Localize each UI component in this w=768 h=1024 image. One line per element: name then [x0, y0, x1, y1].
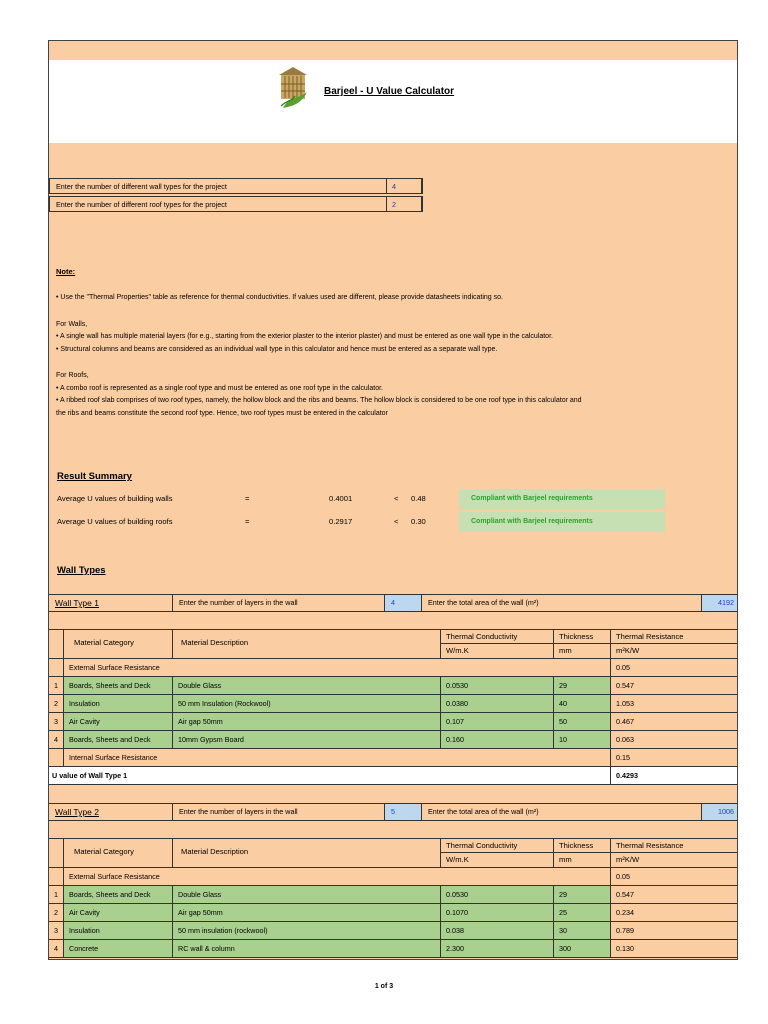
wall-type-name: Wall Type 2 [49, 804, 173, 820]
thermal-conductivity[interactable]: 0.107 [441, 713, 554, 730]
u-value-result: 0.4293 [616, 771, 638, 780]
material-description[interactable]: 50 mm insulation (rockwool) [173, 922, 441, 939]
description-col-header [173, 839, 441, 867]
material-category[interactable]: Insulation [64, 695, 173, 712]
material-category[interactable]: Concrete [64, 940, 173, 957]
thermal-conductivity[interactable]: 0.160 [441, 731, 554, 748]
layer-table-header [49, 629, 737, 659]
resistance-unit: m²K/W [616, 855, 640, 864]
external-resistance-value: 0.05 [616, 663, 630, 672]
material-description[interactable]: 10mm Gypsm Board [173, 731, 441, 748]
table-row [49, 677, 737, 695]
thermal-conductivity[interactable]: 0.038 [441, 922, 554, 939]
resistance-col-label: Thermal Resistance [611, 630, 738, 644]
row-index: 3 [49, 713, 64, 730]
layers-input[interactable]: 4 [385, 595, 422, 611]
row-index: 2 [49, 695, 64, 712]
index-col-header [49, 630, 64, 658]
note-line: For Roofs, [56, 372, 89, 379]
layers-input[interactable]: 5 [385, 804, 422, 820]
wall-type-header [49, 803, 737, 821]
resistance-col-label: Thermal Resistance [611, 839, 738, 853]
material-description[interactable]: Air gap 50mm [173, 713, 441, 730]
note-line: • A single wall has multiple material layers (for e.g., starting from the exterior plaster to the interior plaster) and must be entered as one wall type in the calculator. [56, 333, 553, 340]
thickness[interactable]: 30 [554, 922, 611, 939]
compliance-badge: Compliant with Barjeel requirements [459, 489, 665, 509]
resistance-col-header [611, 839, 738, 867]
table-row [49, 713, 737, 731]
area-label: Enter the total area of the wall (m²) [422, 804, 702, 820]
note-line: • Structural columns and beams are considered as an individual wall type in this calculator and hence must be entered as a separate wall type. [56, 346, 498, 353]
wall-types-count-input[interactable]: 4 [386, 178, 423, 194]
material-category[interactable]: Boards, Sheets and Deck [64, 731, 173, 748]
wall-type-name: Wall Type 1 [49, 595, 173, 611]
thickness[interactable]: 25 [554, 904, 611, 921]
wall-types-title: Wall Types [57, 565, 106, 576]
thickness-col-header [554, 839, 611, 867]
thermal-resistance: 0.234 [616, 908, 634, 917]
u-value-label: U value of Wall Type 1 [49, 767, 611, 784]
page-number: 1 of 3 [374, 983, 394, 990]
note-title: Note: [56, 267, 76, 276]
result-summary-title: Result Summary [57, 471, 132, 482]
external-resistance-value: 0.05 [616, 872, 630, 881]
thickness-col-label: Thickness [554, 839, 610, 853]
conductivity-col-label: Thermal Conductivity [441, 839, 553, 853]
internal-resistance-label: Internal Surface Resistance [64, 749, 611, 766]
resistance-col-header [611, 630, 738, 658]
thermal-conductivity[interactable]: 0.0380 [441, 695, 554, 712]
material-description[interactable]: 50 mm Insulation (Rockwool) [173, 695, 441, 712]
category-col-label: Material Category [74, 847, 134, 856]
index-col-header [49, 839, 64, 867]
barjeel-logo-icon [277, 66, 309, 110]
conductivity-col-header [441, 839, 554, 867]
row-index: 3 [49, 922, 64, 939]
thickness[interactable]: 50 [554, 713, 611, 730]
area-input[interactable]: 4192 [702, 595, 738, 611]
result-equals: = [245, 494, 250, 503]
result-limit: 0.30 [411, 517, 426, 526]
roof-types-count-row [49, 196, 422, 212]
result-operator: < [394, 517, 399, 526]
wall-type-header [49, 594, 737, 612]
compliance-badge: Compliant with Barjeel requirements [459, 512, 665, 532]
thermal-conductivity[interactable]: 0.0530 [441, 886, 554, 903]
thermal-resistance: 0.467 [616, 717, 634, 726]
thickness[interactable]: 10 [554, 731, 611, 748]
result-row-roofs [49, 512, 737, 532]
area-label: Enter the total area of the wall (m²) [422, 595, 702, 611]
conductivity-unit: W/m.K [446, 855, 469, 864]
thermal-resistance: 0.789 [616, 926, 634, 935]
u-value-row [49, 767, 737, 785]
thermal-resistance: 0.130 [616, 944, 634, 953]
result-limit: 0.48 [411, 494, 426, 503]
thickness[interactable]: 40 [554, 695, 611, 712]
row-index: 2 [49, 904, 64, 921]
wall-types-count-label: Enter the number of different wall types for the project [56, 182, 227, 191]
row-index: 4 [49, 940, 64, 957]
wall-types-count-row [49, 178, 422, 194]
calculator-sheet [48, 40, 738, 960]
table-row [49, 695, 737, 713]
thickness[interactable]: 29 [554, 677, 611, 694]
note-line: • A combo roof is represented as a single roof type and must be entered as one roof type in the calculator. [56, 385, 383, 392]
external-resistance-label: External Surface Resistance [64, 659, 611, 676]
table-row [49, 868, 737, 886]
thickness-unit: mm [559, 646, 572, 655]
note-line: the ribs and beams constitute the second roof type. Hence, two roof types must be entered in the calculator [56, 410, 388, 417]
table-row [49, 904, 737, 922]
layers-label: Enter the number of layers in the wall [173, 804, 385, 820]
category-col-header [64, 839, 173, 867]
roof-types-count-label: Enter the number of different roof types for the project [56, 200, 227, 209]
thermal-conductivity[interactable]: 0.1070 [441, 904, 554, 921]
result-row-walls [49, 489, 737, 509]
material-category[interactable]: Air Cavity [64, 904, 173, 921]
thermal-conductivity[interactable]: 2.300 [441, 940, 554, 957]
material-description[interactable]: Double Glass [173, 677, 441, 694]
note-line: • Use the "Thermal Properties" table as reference for thermal conductivities. If values used are different, please provide datasheets indicating so. [56, 294, 503, 301]
material-category[interactable]: Air Cavity [64, 713, 173, 730]
material-description[interactable]: RC wall & column [173, 940, 441, 957]
conductivity-col-header [441, 630, 554, 658]
thickness[interactable]: 300 [554, 940, 611, 957]
result-equals: = [245, 517, 250, 526]
external-resistance-label: External Surface Resistance [64, 868, 611, 885]
material-description[interactable]: Air gap 50mm [173, 904, 441, 921]
table-row [49, 659, 737, 677]
category-col-header [64, 630, 173, 658]
result-value: 0.2917 [329, 517, 353, 526]
thermal-resistance: 0.547 [616, 681, 634, 690]
thermal-resistance: 0.547 [616, 890, 634, 899]
roof-types-count-input[interactable]: 2 [386, 196, 423, 212]
thermal-resistance: 0.063 [616, 735, 634, 744]
material-category[interactable]: Insulation [64, 922, 173, 939]
result-label: Average U values of building walls [57, 494, 173, 503]
material-description[interactable]: Double Glass [173, 886, 441, 903]
thermal-conductivity[interactable]: 0.0530 [441, 677, 554, 694]
layers-label: Enter the number of layers in the wall [173, 595, 385, 611]
table-row [49, 922, 737, 940]
page-title: Barjeel - U Value Calculator [324, 86, 455, 97]
area-input[interactable]: 1006 [702, 804, 738, 820]
layer-table-header [49, 838, 737, 868]
header-band [49, 60, 737, 143]
resistance-unit: m²K/W [616, 646, 640, 655]
material-category[interactable]: Boards, Sheets and Deck [64, 886, 173, 903]
table-row [49, 749, 737, 767]
row-index: 1 [49, 886, 64, 903]
conductivity-unit: W/m.K [446, 646, 469, 655]
description-col-label: Material Description [181, 638, 249, 647]
result-operator: < [394, 494, 399, 503]
thermal-resistance: 1.053 [616, 699, 634, 708]
description-col-label: Material Description [181, 847, 249, 856]
row-index: 1 [49, 677, 64, 694]
thickness-col-header [554, 630, 611, 658]
conductivity-col-label: Thermal Conductivity [441, 630, 553, 644]
thickness[interactable]: 29 [554, 886, 611, 903]
row-index: 4 [49, 731, 64, 748]
internal-resistance-value: 0.15 [616, 753, 630, 762]
thickness-unit: mm [559, 855, 572, 864]
result-value: 0.4001 [329, 494, 353, 503]
table-row [49, 731, 737, 749]
table-row [49, 886, 737, 904]
note-line: For Walls, [56, 321, 88, 328]
result-label: Average U values of building roofs [57, 517, 173, 526]
category-col-label: Material Category [74, 638, 134, 647]
material-category[interactable]: Boards, Sheets and Deck [64, 677, 173, 694]
description-col-header [173, 630, 441, 658]
thickness-col-label: Thickness [554, 630, 610, 644]
table-row [49, 940, 737, 958]
note-line: • A ribbed roof slab comprises of two roof types, namely, the hollow block and the ribs and beams. The hollow block is considered to be one roof type in this calculator and [56, 397, 582, 404]
